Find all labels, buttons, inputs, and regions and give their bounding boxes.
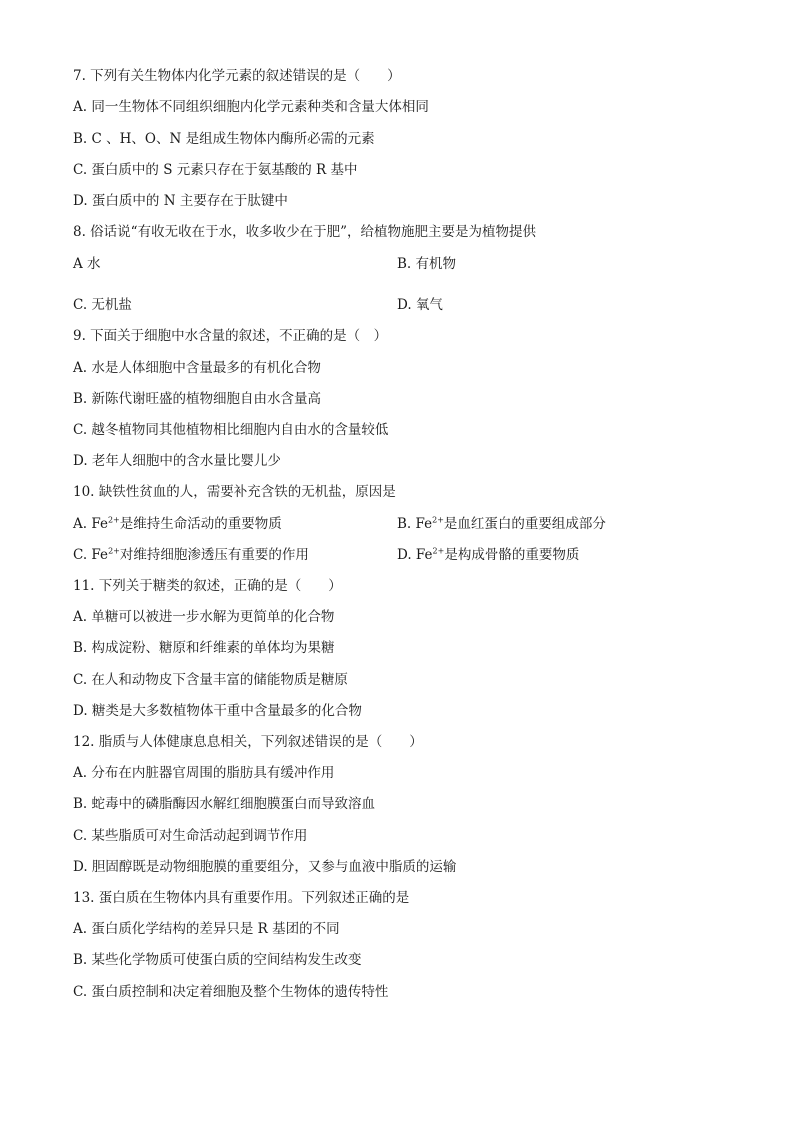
- question-8-stem: 8. 俗话说“有收无收在于水，收多收少在于肥”，给植物施肥主要是为植物提供: [73, 224, 536, 240]
- question-9-stem: 9. 下面关于细胞中水含量的叙述，不正确的是（ ）: [73, 328, 388, 344]
- question-10-option-b: B. $Fe^{2+}$是血红蛋白的重要组成部分: [397, 515, 606, 532]
- question-8-option-c: C. 无机盐: [73, 297, 132, 313]
- question-10-option-a: A. $Fe^{2+}$是维持生命活动的重要物质: [73, 515, 282, 532]
- question-10-option-d: D. $Fe^{2+}$是构成骨骼的重要物质: [397, 546, 580, 563]
- question-7-stem: 7. 下列有关生物体内化学元素的叙述错误的是（ ）: [73, 68, 401, 84]
- question-8-option-a: A 水: [73, 256, 101, 272]
- question-13-option-a: A. 蛋白质化学结构的差异只是 R 基团的不同: [73, 921, 340, 937]
- question-12-option-b: B. 蛇毒中的磷脂酶因水解红细胞膜蛋白而导致溶血: [73, 796, 376, 812]
- question-12-stem: 12. 脂质与人体健康息息相关，下列叙述错误的是（ ）: [73, 734, 423, 750]
- question-7-option-d: D. 蛋白质中的 N 主要存在于肽键中: [73, 193, 288, 209]
- question-11-option-c: C. 在人和动物皮下含量丰富的储能物质是糖原: [73, 672, 348, 688]
- question-13-option-b: B. 某些化学物质可使蛋白质的空间结构发生改变: [73, 952, 362, 968]
- question-7-option-a: A. 同一生物体不同组织细胞内化学元素种类和含量大体相同: [73, 99, 429, 115]
- question-13-stem: 13. 蛋白质在生物体内具有重要作用。下列叙述正确的是: [73, 890, 410, 906]
- question-12-option-c: C. 某些脂质可对生命活动起到调节作用: [73, 828, 308, 844]
- question-10-option-c: C. $Fe^{2+}$对维持细胞渗透压有重要的作用: [73, 546, 309, 563]
- question-9-option-a: A. 水是人体细胞中含量最多的有机化合物: [73, 360, 321, 376]
- question-8-option-b: B. 有机物: [397, 256, 457, 272]
- question-13-option-c: C. 蛋白质控制和决定着细胞及整个生物体的遗传特性: [73, 984, 389, 1000]
- question-9-option-d: D. 老年人细胞中的含水量比婴儿少: [73, 453, 281, 469]
- question-12-option-a: A. 分布在内脏器官周围的脂肪具有缓冲作用: [73, 765, 335, 781]
- question-9-option-c: C. 越冬植物同其他植物相比细胞内自由水的含量较低: [73, 422, 389, 438]
- question-11-option-b: B. 构成淀粉、糖原和纤维素的单体均为果糖: [73, 640, 335, 656]
- question-8-option-d: D. 氧气: [397, 297, 443, 313]
- question-11-stem: 11. 下列关于糖类的叙述，正确的是（ ）: [73, 578, 342, 594]
- question-10-stem: 10. 缺铁性贫血的人，需要补充含铁的无机盐，原因是: [73, 484, 396, 500]
- question-11-option-a: A. 单糖可以被进一步水解为更简单的化合物: [73, 609, 335, 625]
- question-9-option-b: B. 新陈代谢旺盛的植物细胞自由水含量高: [73, 391, 322, 407]
- question-7-option-c: C. 蛋白质中的 S 元素只存在于氨基酸的 R 基中: [73, 162, 358, 178]
- question-11-option-d: D. 糖类是大多数植物体干重中含量最多的化合物: [73, 703, 362, 719]
- question-7-option-b: B. C 、H、O、N 是组成生物体内酶所必需的元素: [73, 131, 375, 147]
- question-12-option-d: D. 胆固醇既是动物细胞膜的重要组分，又参与血液中脂质的运输: [73, 859, 457, 875]
